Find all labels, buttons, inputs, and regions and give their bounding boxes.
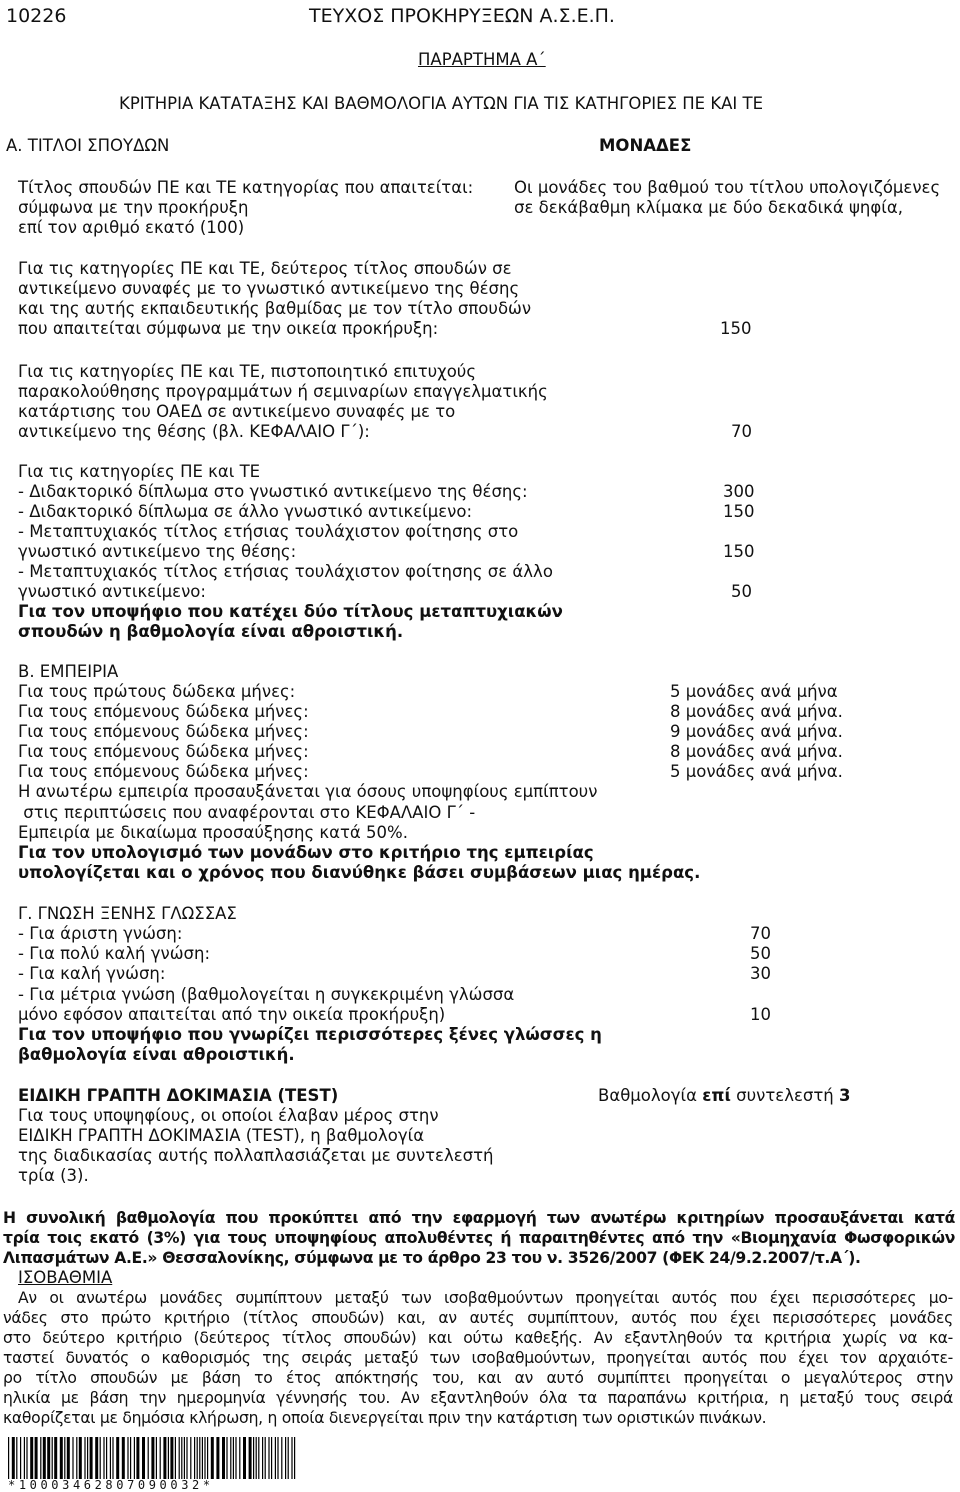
- barcode-bar: [277, 1437, 278, 1479]
- barcode-bar: [202, 1437, 203, 1479]
- special-test-line: Για τους υποψηφίους, οι οποίοι έλαβαν μέρος στην: [18, 1106, 439, 1125]
- language-bold-note: Για τον υποψήφιο που γνωρίζει περισσότερες ξένες γλώσσες η: [18, 1025, 602, 1044]
- language-bold-note: βαθμολογία είναι αθροιστική.: [18, 1045, 295, 1064]
- barcode-image: [8, 1437, 298, 1479]
- postgrad-intro: Για τις κατηγορίες ΠΕ και ΤΕ: [18, 462, 261, 481]
- barcode-bar: [87, 1437, 88, 1479]
- barcode-bar: [67, 1437, 70, 1479]
- barcode-bar: [190, 1437, 191, 1479]
- postgrad-points: 150: [723, 542, 755, 561]
- barcode-bar: [197, 1437, 198, 1479]
- page-number: 10226: [6, 5, 67, 27]
- score-prefix: Βαθμολογία: [598, 1086, 697, 1105]
- barcode-bar: [95, 1437, 98, 1479]
- barcode-bar: [35, 1437, 38, 1479]
- language-item: - Για μέτρια γνώση (βαθμολογείται η συγκεκριμένη γλώσσα: [18, 985, 515, 1004]
- barcode-bar: [291, 1437, 292, 1479]
- special-test-heading: ΕΙΔΙΚΗ ΓΡΑΠΤΗ ΔΟΚΙΜΑΣΙΑ (TEST): [18, 1086, 339, 1105]
- score-mid: συντελεστή: [736, 1086, 834, 1105]
- barcode-bar: [216, 1437, 219, 1479]
- certificate-points: 70: [731, 422, 752, 441]
- barcode-bar: [52, 1437, 53, 1479]
- barcode-bar: [268, 1437, 269, 1479]
- barcode-bar: [262, 1437, 263, 1479]
- barcode-bar: [285, 1437, 286, 1479]
- barcode-bar: [76, 1437, 77, 1479]
- left-intro-line: Τίτλος σπουδών ΠΕ και ΤΕ κατηγορίας που απαιτείται:: [18, 178, 474, 197]
- barcode-bar: [204, 1437, 205, 1479]
- experience-note-line: Η ανωτέρω εμπειρία προσαυξάνεται για όσους υποψηφίους εμπίπτουν: [18, 782, 598, 801]
- experience-value: 5 μονάδες ανά μήνα.: [670, 762, 843, 781]
- barcode-bar: [64, 1437, 65, 1479]
- total-note-line: Λιπασμάτων Α.Ε.» Θεσσαλονίκης, σύμφωνα με το άρθρο 23 του ν. 3526/2007 (ΦΕΚ 24/9.2.2007/τ.Α΄).: [3, 1249, 861, 1267]
- experience-value: 8 μονάδες ανά μήνα.: [670, 702, 843, 721]
- special-test-score: [598, 1086, 850, 1106]
- language-item: μόνο εφόσον απαιτείται από την οικεία προκήρυξη): [18, 1005, 446, 1024]
- barcode-bar: [222, 1437, 225, 1479]
- barcode-bar: [239, 1437, 240, 1479]
- barcode-bar: [281, 1437, 282, 1479]
- appendix-title: ΠΑΡΑΡΤΗΜΑ Α΄: [418, 50, 546, 69]
- experience-label: Για τους επόμενους δώδεκα μήνες:: [18, 722, 309, 741]
- barcode-bar: [194, 1437, 195, 1479]
- issue-title: ΤΕΥΧΟΣ ΠΡΟΚΗΡΥΞΕΩΝ Α.Σ.Ε.Π.: [309, 5, 615, 27]
- barcode-bar: [175, 1437, 176, 1479]
- language-item: - Για καλή γνώση:: [18, 964, 166, 983]
- barcode-bar: [294, 1437, 295, 1479]
- section-b-heading: Β. ΕΜΠΕΙΡΙΑ: [18, 662, 119, 681]
- cumulative-note-line: σπουδών η βαθμολογία είναι αθροιστική.: [18, 622, 404, 641]
- experience-bold-note: υπολογίζεται και ο χρόνος που διανύθηκε βάσει συμβάσεων μιας ημέρας.: [18, 863, 701, 882]
- postgrad-item: - Μεταπτυχιακός τίτλος ετήσιας τουλάχιστον φοίτησης σε άλλο: [18, 562, 553, 581]
- tie-line: στο δεύτερο κριτήριο (δεύτερος τίτλος σπουδών) και ούτω καθεξής. Αν εξαντληθούν τα κριτήρια χωρίς να κα-: [3, 1329, 953, 1347]
- certificate-line: Για τις κατηγορίες ΠΕ και ΤΕ, πιστοποιητικό επιτυχούς: [18, 362, 477, 381]
- barcode-bar: [249, 1437, 252, 1479]
- barcode-bar: [230, 1437, 231, 1479]
- postgrad-item: - Διδακτορικό δίπλωμα στο γνωστικό αντικείμενο της θέσης:: [18, 482, 528, 501]
- barcode-bar: [265, 1437, 266, 1479]
- right-intro-line: Οι μονάδες του βαθμού του τίτλου υπολογιζόμενες: [514, 178, 941, 197]
- second-title-line: που απαιτείται σύμφωνα με την οικεία προκήρυξη:: [18, 319, 439, 338]
- barcode-bar: [103, 1437, 104, 1479]
- certificate-line: παρακολούθησης προγραμμάτων ή σεμιναρίων επαγγελματικής: [18, 382, 548, 401]
- barcode-bar: [40, 1437, 41, 1479]
- barcode-bar: [275, 1437, 276, 1479]
- language-points: 70: [750, 924, 771, 943]
- language-points: 50: [750, 944, 771, 963]
- barcode-bar: [233, 1437, 234, 1479]
- language-points: 10: [750, 1005, 771, 1024]
- barcode-bar: [122, 1437, 125, 1479]
- postgrad-item: - Διδακτορικό δίπλωμα σε άλλο γνωστικό αντικείμενο:: [18, 502, 473, 521]
- score-bold: επί: [702, 1086, 731, 1105]
- barcode-bar: [148, 1437, 149, 1479]
- barcode-bar: [20, 1437, 21, 1479]
- barcode-bar: [258, 1437, 259, 1479]
- barcode-bar: [170, 1437, 173, 1479]
- barcode-bar: [186, 1437, 187, 1479]
- tie-line: ταστεί δυνατός ο καθορισμός της σειράς μεταξύ των ισοβαθμούντων, προηγείται αυτός που έχει τον αρχαιότε-: [3, 1349, 953, 1367]
- postgrad-points: 300: [723, 482, 755, 501]
- language-item: - Για πολύ καλή γνώση:: [18, 944, 211, 963]
- barcode-bar: [12, 1437, 15, 1479]
- certificate-line: αντικείμενο της θέσης (βλ. ΚΕΦΑΛΑΙΟ Γ΄):: [18, 422, 370, 441]
- barcode-bar: [112, 1437, 113, 1479]
- barcode-bar: [142, 1437, 145, 1479]
- tie-line: καθορίζεται με δημόσια κλήρωση, η οποία διενεργείται πριν την κατάρτιση των οριστικών πινάκων.: [3, 1409, 767, 1427]
- barcode-bar: [271, 1437, 272, 1479]
- second-title-line: αντικείμενο συναφές με το γνωστικό αντικείμενο της θέσης: [18, 279, 520, 298]
- barcode-bar: [43, 1437, 46, 1479]
- tie-line: ρο τίτλο σπουδών με βάση το έτος απόκτησής του, και αν αυτό συμπίπτει προηγείται ο μεγαλύτερος στην: [3, 1369, 953, 1387]
- barcode-bar: [47, 1437, 50, 1479]
- barcode-bar: [184, 1437, 185, 1479]
- postgrad-item: γνωστικό αντικείμενο της θέσης:: [18, 542, 297, 561]
- experience-value: 8 μονάδες ανά μήνα.: [670, 742, 843, 761]
- barcode-bar: [181, 1437, 182, 1479]
- barcode-number: *10003462807090032*: [8, 1478, 214, 1492]
- special-test-line: τρία (3).: [18, 1166, 89, 1185]
- barcode-bar: [226, 1437, 227, 1479]
- barcode-bar: [100, 1437, 101, 1479]
- barcode-bar: [243, 1437, 246, 1479]
- barcode-bar: [207, 1437, 208, 1479]
- special-test-line: της διαδικασίας αυτής πολλαπλασιάζεται με συντελεστή: [18, 1146, 494, 1165]
- section-a-heading: Α. ΤΙΤΛΟΙ ΣΠΟΥΔΩΝ: [6, 136, 170, 155]
- experience-bold-note: Για τον υπολογισμό των μονάδων στο κριτήριο της εμπειρίας: [18, 843, 594, 862]
- barcode-bar: [79, 1437, 82, 1479]
- second-title-line: Για τις κατηγορίες ΠΕ και ΤΕ, δεύτερος τίτλος σπουδών σε: [18, 259, 512, 278]
- units-heading: ΜΟΝΑΔΕΣ: [599, 136, 692, 155]
- second-title-points: 150: [720, 319, 752, 338]
- experience-label: Για τους επόμενους δώδεκα μήνες:: [18, 762, 309, 781]
- language-points: 30: [750, 964, 771, 983]
- special-test-line: ΕΙΔΙΚΗ ΓΡΑΠΤΗ ΔΟΚΙΜΑΣΙΑ (TEST), η βαθμολογία: [18, 1126, 425, 1145]
- barcode-bar: [211, 1437, 214, 1479]
- experience-note-line: στις περιπτώσεις που αναφέρονται στο ΚΕΦΑΛΑΙΟ Γ΄ -: [18, 803, 476, 822]
- postgrad-points: 150: [723, 502, 755, 521]
- score-value: 3: [839, 1086, 851, 1105]
- barcode-bar: [26, 1437, 27, 1479]
- barcode-bar: [151, 1437, 154, 1479]
- barcode-bar: [60, 1437, 63, 1479]
- barcode-bar: [116, 1437, 119, 1479]
- total-note-line: Η συνολική βαθμολογία που προκύπτει από την εφαρμογή των ανωτέρω κριτηρίων προσαυξάνεται κατά: [3, 1209, 955, 1227]
- tie-heading: ΙΣΟΒΑΘΜΙΑ: [18, 1268, 113, 1287]
- experience-label: Για τους επόμενους δώδεκα μήνες:: [18, 742, 309, 761]
- left-intro-line: επί τον αριθμό εκατό (100): [18, 218, 245, 237]
- barcode-bar: [106, 1437, 107, 1479]
- barcode-bar: [256, 1437, 257, 1479]
- appendix-subtitle: ΚΡΙΤΗΡΙΑ ΚΑΤΑΤΑΞΗΣ ΚΑΙ ΒΑΘΜΟΛΟΓΙΑ ΑΥΤΩΝ ΓΙΑ ΤΙΣ ΚΑΤΗΓΟΡΙΕΣ ΠΕ ΚΑΙ ΤΕ: [119, 94, 764, 113]
- experience-value: 5 μονάδες ανά μήνα: [670, 682, 838, 701]
- barcode-bar: [110, 1437, 111, 1479]
- barcode-bar: [30, 1437, 33, 1479]
- barcode-bar: [235, 1437, 236, 1479]
- barcode-bar: [130, 1437, 131, 1479]
- postgrad-item: - Μεταπτυχιακός τίτλος ετήσιας τουλάχιστον φοίτησης στο: [18, 522, 519, 541]
- total-note-line: τρία τοις εκατό (3%) για τους υποψηφίους απολυθέντες ή παραιτηθέντες από την «Βιομηχανία Φωσφορικών: [3, 1229, 955, 1247]
- barcode-bar: [199, 1437, 200, 1479]
- barcode-bar: [253, 1437, 254, 1479]
- barcode-bar: [24, 1437, 25, 1479]
- barcode-bar: [136, 1437, 139, 1479]
- barcode-bar: [72, 1437, 73, 1479]
- tie-line: ηλικία με βάση την ημερομηνία γέννησής του. Αν εξαντληθούν όλα τα παραπάνω κριτήρια, η μεταξύ τους σειρά: [3, 1389, 953, 1407]
- barcode-bar: [179, 1437, 180, 1479]
- cumulative-note-line: Για τον υποψήφιο που κατέχει δύο τίτλους μεταπτυχιακών: [18, 602, 563, 621]
- experience-value: 9 μονάδες ανά μήνα.: [670, 722, 843, 741]
- experience-label: Για τους επόμενους δώδεκα μήνες:: [18, 702, 309, 721]
- barcode-bar: [16, 1437, 17, 1479]
- tie-line: Αν οι ανωτέρω μονάδες συμπίπτουν μεταξύ των ισοβαθμούντων προηγείται αυτός που έχει περισσότερες μο-: [18, 1289, 953, 1307]
- tie-line: νάδες στο πρώτο κριτήριο (τίτλος σπουδών) και, αν αυτές συμπίπτουν, αυτός που έχει περισσότερες μονάδες: [3, 1309, 953, 1327]
- section-c-heading: Γ. ΓΝΩΣΗ ΞΕΝΗΣ ΓΛΩΣΣΑΣ: [18, 904, 237, 923]
- language-item: - Για άριστη γνώση:: [18, 924, 183, 943]
- barcode-bar: [163, 1437, 166, 1479]
- barcode-bar: [156, 1437, 157, 1479]
- barcode-bar: [160, 1437, 161, 1479]
- barcode-bar: [8, 1437, 9, 1479]
- postgrad-points: 50: [731, 582, 752, 601]
- barcode-bar: [127, 1437, 128, 1479]
- postgrad-item: γνωστικό αντικείμενο:: [18, 582, 206, 601]
- barcode-bar: [134, 1437, 135, 1479]
- experience-label: Για τους πρώτους δώδεκα μήνες:: [18, 682, 296, 701]
- barcode-bar: [54, 1437, 57, 1479]
- certificate-line: κατάρτισης του ΟΑΕΔ σε αντικείμενο συναφές με το: [18, 402, 456, 421]
- right-intro-line: σε δεκάβαθμη κλίμακα με δύο δεκαδικά ψηφία,: [514, 198, 903, 217]
- barcode-bar: [168, 1437, 169, 1479]
- barcode-bar: [90, 1437, 93, 1479]
- experience-note-line: Εμπειρία με δικαίωμα προσαύξησης κατά 50%.: [18, 823, 408, 842]
- left-intro-line: σύμφωνα με την προκήρυξη: [18, 198, 249, 217]
- second-title-line: και της αυτής εκπαιδευτικής βαθμίδας με τον τίτλο σπουδών: [18, 299, 532, 318]
- barcode-bar: [84, 1437, 85, 1479]
- barcode-bar: [288, 1437, 289, 1479]
